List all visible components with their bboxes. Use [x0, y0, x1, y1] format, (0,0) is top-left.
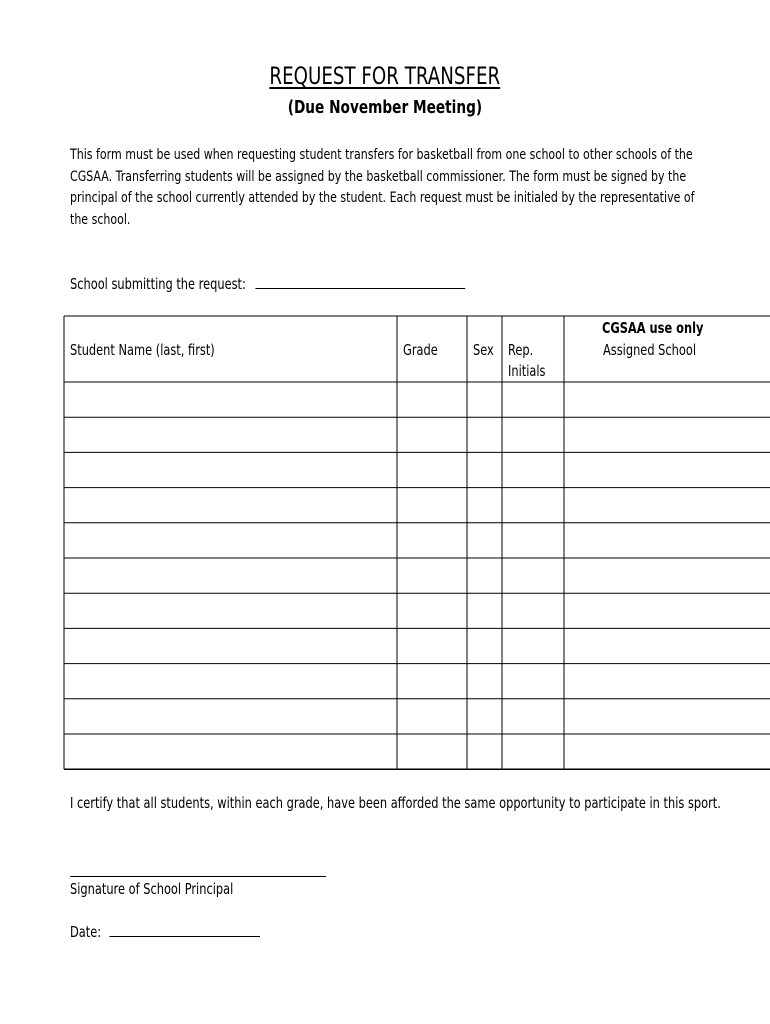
table-cell-grade[interactable]	[403, 600, 463, 623]
intro-line: CGSAA. Transferring students will be assigned by the basketball commissioner. The form must be signed by the	[70, 168, 687, 185]
column-header-assigned-school: Assigned School	[603, 341, 697, 359]
table-cell-name[interactable]	[70, 671, 393, 694]
table-cell-grade[interactable]	[403, 530, 463, 553]
intro-line: the school.	[70, 211, 131, 228]
table-cell-grade[interactable]	[403, 424, 463, 447]
signature-label: Signature of School Principal	[70, 880, 234, 898]
table-cell-name[interactable]	[70, 389, 393, 412]
table-cell-rep[interactable]	[508, 635, 560, 658]
table-cell-sex[interactable]	[473, 495, 498, 518]
table-cell-sex[interactable]	[473, 459, 498, 482]
table-cell-grade[interactable]	[403, 635, 463, 658]
table-cell-name[interactable]	[70, 424, 393, 447]
table-cell-rep[interactable]	[508, 530, 560, 553]
table-cell-sex[interactable]	[473, 741, 498, 764]
table-cell-name[interactable]	[70, 495, 393, 518]
table-cell-sex[interactable]	[473, 600, 498, 623]
table-cell-grade[interactable]	[403, 459, 463, 482]
table-cell-assigned[interactable]	[570, 671, 766, 694]
date-field	[70, 921, 320, 943]
table-cell-assigned[interactable]	[570, 459, 766, 482]
table-cell-rep[interactable]	[508, 671, 560, 694]
table-cell-grade[interactable]	[403, 495, 463, 518]
signature-line[interactable]	[70, 876, 326, 877]
table-cell-sex[interactable]	[473, 565, 498, 588]
table-cell-rep[interactable]	[508, 600, 560, 623]
table-cell-grade[interactable]	[403, 741, 463, 764]
table-cell-sex[interactable]	[473, 424, 498, 447]
table-cell-assigned[interactable]	[570, 389, 766, 412]
table-cell-name[interactable]	[70, 530, 393, 553]
table-cell-rep[interactable]	[508, 495, 560, 518]
table-cell-assigned[interactable]	[570, 565, 766, 588]
table-cell-sex[interactable]	[473, 706, 498, 729]
form-subtitle: (Due November Meeting)	[287, 97, 483, 118]
intro-line: This form must be used when requesting student transfers for basketball from one school to other schools of the	[70, 147, 693, 163]
table-cell-sex[interactable]	[473, 389, 498, 412]
column-header-student-name: Student Name (last, first)	[70, 341, 215, 359]
intro-line: principal of the school currently attended by the student. Each request must be initialed by the representative of	[70, 190, 695, 207]
table-cell-sex[interactable]	[473, 530, 498, 553]
table-cell-grade[interactable]	[403, 389, 463, 412]
school-label: School submitting the request:	[70, 275, 246, 293]
table-cell-name[interactable]	[70, 706, 393, 729]
table-cell-name[interactable]	[70, 741, 393, 764]
table-cell-rep[interactable]	[508, 706, 560, 729]
column-header-rep-initials: Rep. Initials	[508, 341, 546, 380]
table-cell-name[interactable]	[70, 459, 393, 482]
table-cell-assigned[interactable]	[570, 741, 766, 764]
table-cell-name[interactable]	[70, 600, 393, 623]
table-cell-sex[interactable]	[473, 671, 498, 694]
table-cell-rep[interactable]	[508, 424, 560, 447]
certification-statement: I certify that all students, within each grade, have been afforded the same opportunity to participate in this sport.	[70, 794, 721, 812]
date-label: Date:	[70, 923, 102, 941]
table-cell-assigned[interactable]	[570, 600, 766, 623]
table-cell-rep[interactable]	[508, 565, 560, 588]
cgsaa-use-only-header: CGSAA use only	[602, 319, 704, 337]
column-header-sex: Sex	[473, 341, 494, 359]
table-cell-rep[interactable]	[508, 459, 560, 482]
table-cell-rep[interactable]	[508, 389, 560, 412]
table-cell-grade[interactable]	[403, 706, 463, 729]
table-cell-rep[interactable]	[508, 741, 560, 764]
table-cell-name[interactable]	[70, 635, 393, 658]
table-cell-assigned[interactable]	[570, 706, 766, 729]
table-cell-assigned[interactable]	[570, 635, 766, 658]
table-cell-assigned[interactable]	[570, 530, 766, 553]
table-cell-assigned[interactable]	[570, 424, 766, 447]
date-input-line[interactable]	[109, 922, 259, 937]
column-header-grade: Grade	[403, 341, 438, 359]
table-cell-assigned[interactable]	[570, 495, 766, 518]
table-cell-sex[interactable]	[473, 635, 498, 658]
table-cell-grade[interactable]	[403, 671, 463, 694]
form-title: REQUEST FOR TRANSFER	[269, 62, 501, 90]
table-cell-grade[interactable]	[403, 565, 463, 588]
table-cell-name[interactable]	[70, 565, 393, 588]
